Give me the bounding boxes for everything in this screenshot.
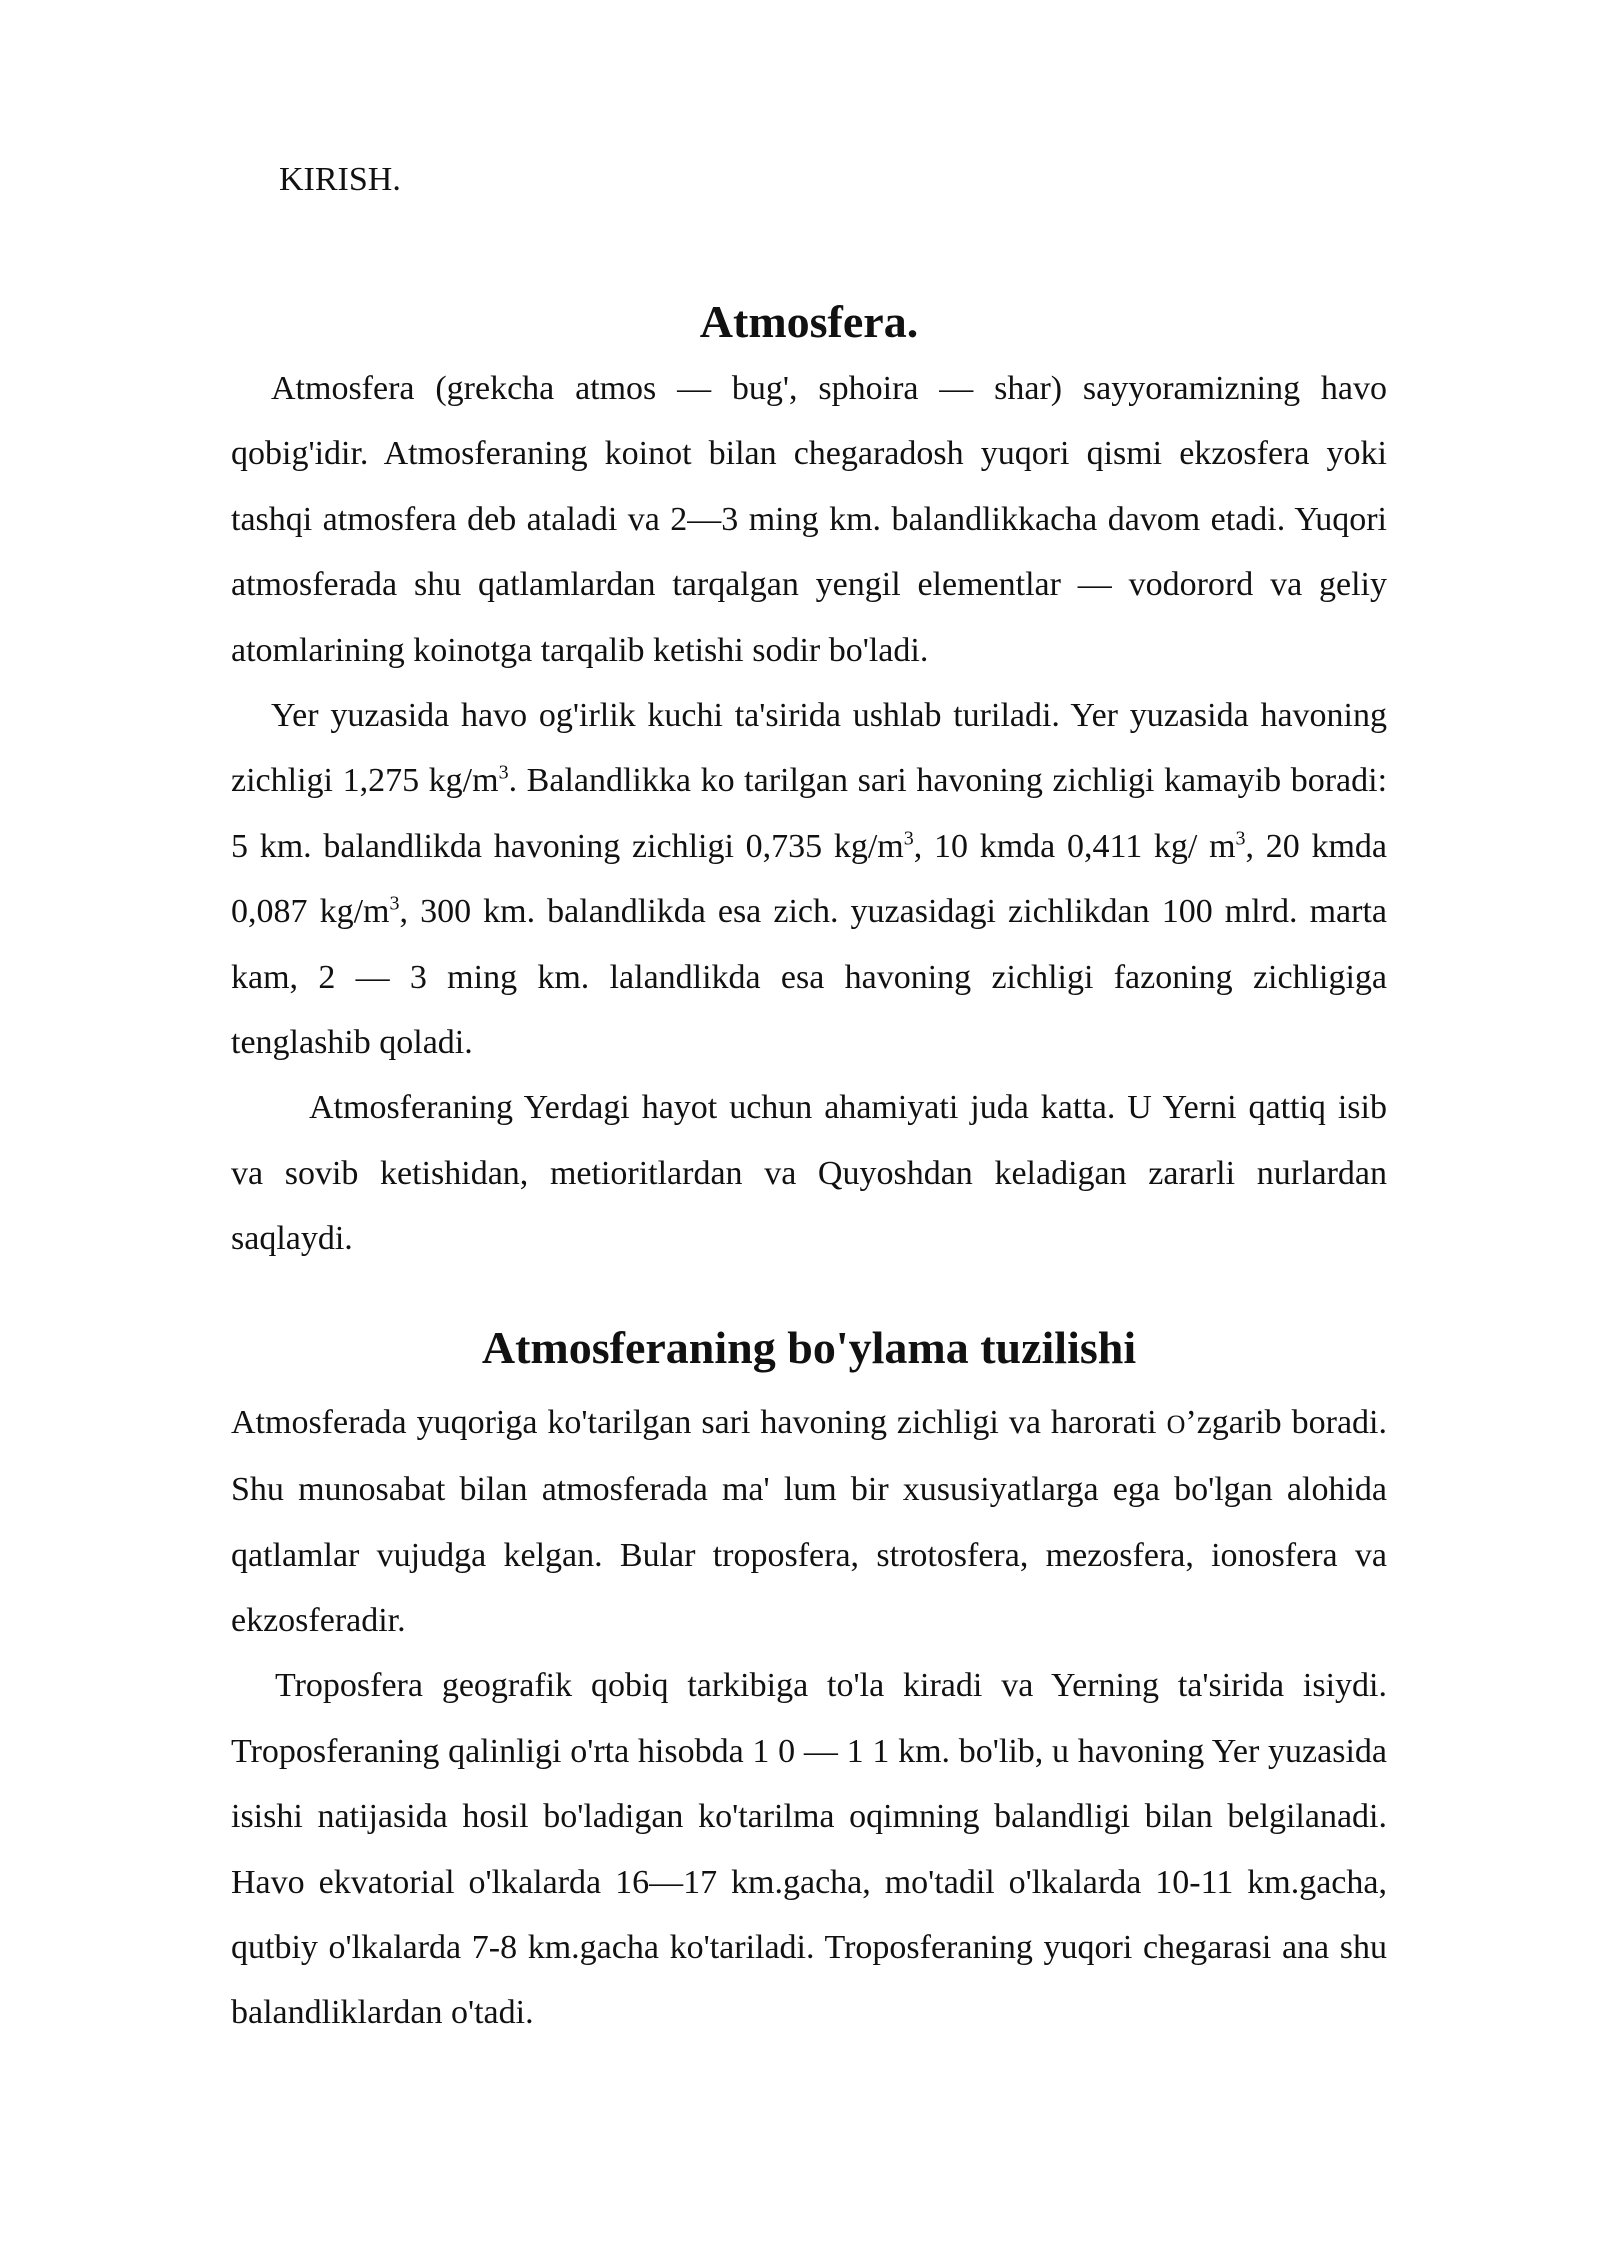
section-title-vertical-structure: Atmosferaning bo'ylama tuzilishi [481, 1321, 1137, 1373]
cubic-exponent: 3 [498, 762, 509, 785]
layers-text-1: Atmosferada yuqoriga ko'tarilgan sari havoning zichligi va harorati [231, 1403, 1167, 1441]
density-text-1: Yer yuzasida havo og'irlik kuchi ta'sirida ushlab turiladi. Yer yuzasida havoning zichligi 1,275 kg/m [231, 697, 1387, 800]
paragraph-atmosphere-definition: Atmosfera (grekcha atmos — bug', sphoira — shar) sayyoramizning havo qobig'idir. Atmosferaning koinot bilan chegaradosh yuqori qismi ekzosfera yoki tashqi atmosfera deb ataladi va 2—3 ming km. balandlikkacha davom etadi. Yuqori atmosferada shu qatlamlardan tarqalgan yengil elementlar — vodorord va geliy atomlarining koinotga tarqalib ketishi sodir bo'ladi. [231, 370, 1387, 669]
density-text-4: , 20 kmda 0,087 kg/m [231, 827, 1387, 931]
cubic-exponent: 3 [903, 827, 914, 850]
paragraph-atmosphere-importance: Atmosferaning Yerdagi hayot uchun ahamiyati juda katta. U Yerni qattiq isib va sovib ketishidan, metioritlardan va Quyoshdan keladigan zararli nurlardan saqlaydi. [231, 1089, 1387, 1258]
cubic-exponent: 3 [1235, 827, 1246, 850]
density-text-2: . Balandlikka ko tarilgan sari havoning zichligi kamayib boradi: 5 km. balandlikda havoning zichligi 0,735 kg/m [231, 762, 1388, 865]
cubic-exponent: 3 [389, 892, 400, 915]
density-text-3: , 10 kmda 0,411 kg/ m [913, 827, 1236, 865]
document-page [231, 150, 1387, 2046]
section-title-atmosfera: Atmosfera. [699, 296, 919, 347]
layers-o-char: O [1166, 1409, 1186, 1439]
intro-label: KIRISH. [279, 161, 401, 198]
paragraph-troposphere: Troposfera geografik qobiq tarkibiga to'la kiradi va Yerning ta'sirida isiydi. Troposferaning qalinligi o'rta hisobda 1 0 — 1 1 km. bo'lib, u havoning Yer yuzasida isishi natijasida hosil bo'ladigan ko'tarilma oqimning balandligi bilan belgilanadi. Havo ekvatorial o'lkalarda 16—17 km.gacha, mo'tadil o'lkalarda 10-11 km.gacha, qutbiy o'lkalarda 7-8 km.gacha ko'tariladi. Troposferaning yuqori chegarasi ana shu balandliklardan o'tadi. [231, 1667, 1387, 2032]
paragraph-atmosphere-layers [231, 1390, 1387, 1654]
density-text-5: , 300 km. balandlikda esa zich. yuzasidagi zichlikdan 100 mlrd. marta kam, 2 — 3 ming km. lalandlikda esa havoning zichligi fazoning zichligiga tenglashib qoladi. [231, 893, 1387, 1062]
layers-text-2: ’zgarib boradi. Shu munosabat bilan atmosferada ma' lum bir xususiyatlarga ega bo'lgan alohida qatlamlar vujudga kelgan. Bular troposfera, strotosfera, mezosfera, ionosfera va ekzosferadir. [231, 1403, 1387, 1639]
paragraph-air-density [231, 683, 1387, 1075]
